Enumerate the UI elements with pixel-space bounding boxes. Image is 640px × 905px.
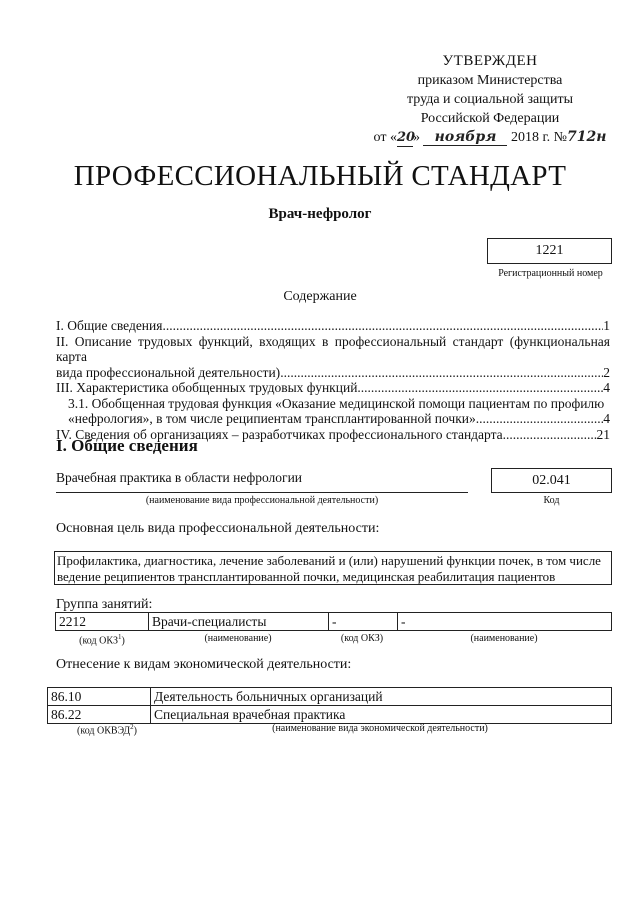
toc-item-text-cont: вида профессиональной деятельности) <box>56 364 281 380</box>
toc-item-text-cont: «нефрология», в том числе реципиентам трансплантированной почки» <box>68 411 476 426</box>
activity-code-box: 02.041 <box>491 468 612 493</box>
toc-item-4[interactable] <box>56 396 610 427</box>
okved-table <box>47 687 612 724</box>
okz-code-caption-2: (код ОКЗ) <box>340 633 384 644</box>
order-number: 712н <box>567 129 607 145</box>
toc-item-text: II. Описание трудовых функций, входящих в профессиональный стандарт (функциональная карта <box>56 333 610 364</box>
okz-code-caption: (код ОКЗ$^1$) <box>79 633 125 647</box>
toc-item-3[interactable] <box>56 380 610 396</box>
okved-code-caption: (код ОКВЭД$^2$) <box>77 723 137 737</box>
okz-code-cell: 2212 <box>56 613 149 631</box>
okved-label: Отнесение к видам экономической деятельности: <box>56 657 352 672</box>
table-row <box>48 706 612 724</box>
approval-line-1: приказом Министерства <box>417 73 563 88</box>
okz-name-caption-2: (наименование) <box>470 633 538 644</box>
table-of-contents <box>56 318 610 442</box>
toc-item-page: 4 <box>603 380 610 395</box>
okz-name-cell: Врачи-специалисты <box>149 613 329 631</box>
okz-name-caption: (наименование) <box>204 633 272 644</box>
order-date-line <box>360 128 620 147</box>
activity-kind: Врачебная практика в области нефрологии <box>56 470 303 485</box>
purpose-text-line-1: Профилактика, диагностика, лечение заболеваний и (или) нарушений функции почек, в том числе <box>57 553 601 568</box>
order-month: ноября <box>423 129 507 146</box>
registration-number-label: Регистрационный номер <box>498 268 603 279</box>
toc-item-text: III. Характеристика обобщенных трудовых функций <box>56 380 358 395</box>
okved-name-caption: (наименование вида экономической деятельности) <box>272 723 488 734</box>
purpose-text-line-2: ведение реципиентов трансплантированной почки, медицинская реабилитация пациентов <box>57 569 556 584</box>
toc-item-text: IV. Сведения об организациях – разработчиках профессионального стандарта <box>56 426 503 442</box>
toc-item-text: I. Общие сведения <box>56 318 163 333</box>
order-from-prefix: от « <box>373 130 397 145</box>
approval-heading: УТВЕРЖДЕН <box>442 53 538 69</box>
order-day: 20 <box>396 130 416 145</box>
activity-code-caption: Код <box>543 495 560 506</box>
toc-item-text: 3.1. Обобщенная трудовая функция «Оказание медицинской помощи пациентам по профилю <box>68 395 605 411</box>
purpose-label: Основная цель вида профессиональной деятельности: <box>56 521 380 536</box>
toc-item-page: 4 <box>603 411 610 426</box>
table-row <box>48 688 612 706</box>
section-heading: I. Общие сведения <box>56 436 198 455</box>
toc-item-page: 21 <box>596 426 610 442</box>
occupation-group-label: Группа занятий: <box>56 597 153 612</box>
approval-line-3: Российской Федерации <box>420 111 560 126</box>
okved-code-cell: 86.22 <box>48 706 151 724</box>
contents-heading: Содержание <box>283 289 357 304</box>
okved-name-cell: Деятельность больничных организаций <box>151 688 612 706</box>
document-subtitle: Врач-нефролог <box>268 206 372 222</box>
activity-kind-caption: (наименование вида профессиональной деятельности) <box>145 495 379 506</box>
order-quote-close: » <box>412 130 420 145</box>
okz-name-cell-2: - <box>398 613 612 631</box>
table-row <box>56 613 612 631</box>
occupation-group-table <box>55 612 612 631</box>
purpose-box <box>54 551 612 585</box>
approval-line-2: труда и социальной защиты <box>407 92 573 107</box>
approval-block <box>360 52 620 147</box>
toc-item-page: 1 <box>603 318 610 333</box>
okz-code-cell-2: - <box>329 613 398 631</box>
okved-name-cell: Специальная врачебная практика <box>151 706 612 724</box>
toc-item-page: 2 <box>603 364 610 380</box>
document-title: ПРОФЕССИОНАЛЬНЫЙ СТАНДАРТ <box>73 160 567 192</box>
okved-code-cell: 86.10 <box>48 688 151 706</box>
toc-item-2[interactable] <box>56 334 610 381</box>
registration-number-box: 1221 <box>487 238 612 264</box>
toc-item-1[interactable] <box>56 318 610 334</box>
activity-kind-underline <box>56 492 468 493</box>
order-year: 2018 г. № <box>510 130 568 145</box>
